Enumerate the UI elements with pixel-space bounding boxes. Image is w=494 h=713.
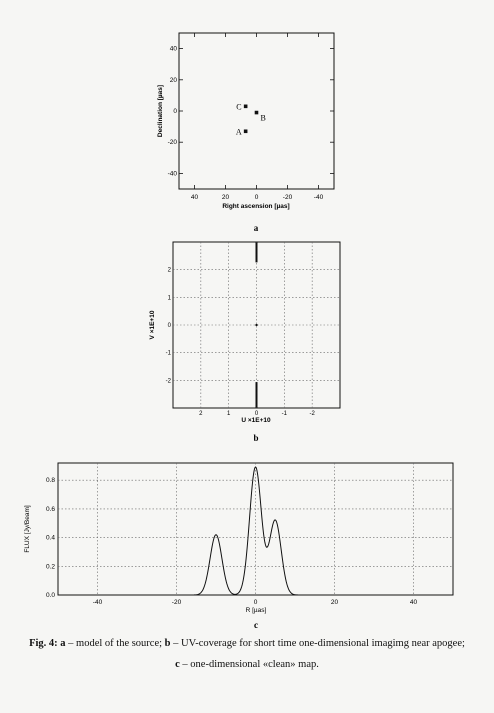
panel-a-source-point bbox=[255, 111, 259, 115]
caption-c-label: c bbox=[175, 659, 180, 670]
figure-caption-line-1 bbox=[0, 638, 494, 649]
panel-b-chart bbox=[149, 242, 340, 443]
panel-c-x-tick-label: -40 bbox=[92, 599, 103, 606]
panel-b-y-tick-label: 2 bbox=[167, 267, 171, 274]
panel-a-point-label: B bbox=[260, 113, 266, 123]
panel-a-y-axis-label: Declination [µas] bbox=[157, 84, 164, 138]
panel-a-chart bbox=[157, 33, 334, 233]
panel-b-y-tick-label: 0 bbox=[167, 323, 171, 329]
panel-a-label: a bbox=[253, 223, 259, 233]
panel-c-y-axis-label: FLUX [Jy/Beam] bbox=[24, 505, 31, 553]
panel-a-y-tick-label: 40 bbox=[169, 45, 177, 53]
panel-a-y-tick-label: 20 bbox=[169, 76, 177, 84]
panel-a-point-label: C bbox=[236, 102, 242, 112]
panel-c-x-tick-label: -20 bbox=[171, 599, 182, 606]
panel-b-uv-point bbox=[256, 324, 258, 326]
caption-fig-label: Fig. 4: bbox=[29, 638, 58, 649]
caption-c-text: – one-dimensional «clean» map. bbox=[179, 659, 319, 670]
panel-a-x-tick-label: -40 bbox=[313, 194, 324, 201]
panel-c-y-tick-label: 0.6 bbox=[45, 505, 55, 513]
panel-b-x-tick-label: 2 bbox=[199, 411, 203, 417]
panel-b-x-axis-label: U ×1E+10 bbox=[241, 417, 271, 424]
panel-b-x-tick-label: -2 bbox=[309, 411, 315, 417]
panel-b-y-tick-label: -2 bbox=[165, 378, 171, 385]
caption-a-text: – model of the source; bbox=[65, 638, 165, 649]
figure-caption-line-2 bbox=[0, 659, 494, 670]
panel-c-x-axis-label: R [µas] bbox=[245, 607, 267, 614]
panel-a-y-tick-label: -40 bbox=[167, 170, 177, 178]
panel-b-y-tick-label: -1 bbox=[165, 350, 171, 357]
panel-b-x-tick-label: 0 bbox=[254, 411, 259, 417]
panel-b-label: b bbox=[253, 433, 259, 443]
panel-b-x-tick-label: 1 bbox=[226, 411, 231, 417]
panel-c-x-tick-label: 0 bbox=[253, 599, 258, 606]
caption-a-label: a bbox=[60, 638, 66, 649]
panel-c-x-tick-label: 20 bbox=[330, 599, 339, 606]
panel-a-y-tick-label: 0 bbox=[173, 108, 177, 115]
panel-b-uv-point bbox=[256, 242, 258, 244]
panel-a-x-tick-label: -20 bbox=[282, 194, 293, 201]
panel-a-source-point bbox=[244, 129, 248, 133]
panel-a-x-tick-label: 20 bbox=[221, 194, 230, 201]
panel-a-y-tick-label: -20 bbox=[167, 139, 177, 147]
panel-b-y-axis-label: V ×1E+10 bbox=[149, 310, 156, 340]
panel-b-y-tick-label: 1 bbox=[167, 295, 171, 302]
panel-c-y-tick-label: 0.2 bbox=[45, 563, 55, 571]
panel-a-x-tick-label: 40 bbox=[190, 194, 199, 201]
panel-a-point-label: A bbox=[235, 127, 242, 137]
panel-b-x-tick-label: -1 bbox=[281, 411, 288, 417]
panel-a-x-axis-label: Right ascension [µas] bbox=[222, 203, 290, 210]
panel-a-x-tick-label: 0 bbox=[254, 194, 259, 201]
caption-b-label: b bbox=[164, 638, 171, 649]
caption-b-text: – UV-coverage for short time one-dimensional imagimg near apogee; bbox=[170, 638, 465, 649]
panel-a-source-point bbox=[244, 105, 248, 109]
panel-c-label: c bbox=[254, 620, 258, 630]
panel-c-chart bbox=[24, 463, 453, 630]
panel-c-y-tick-label: 0.8 bbox=[45, 477, 55, 485]
panel-c-x-tick-label: 40 bbox=[409, 599, 418, 606]
panel-b-uv-point bbox=[256, 382, 258, 384]
panel-c-y-tick-label: 0.0 bbox=[45, 592, 55, 599]
panel-c-y-tick-label: 0.4 bbox=[45, 534, 55, 542]
